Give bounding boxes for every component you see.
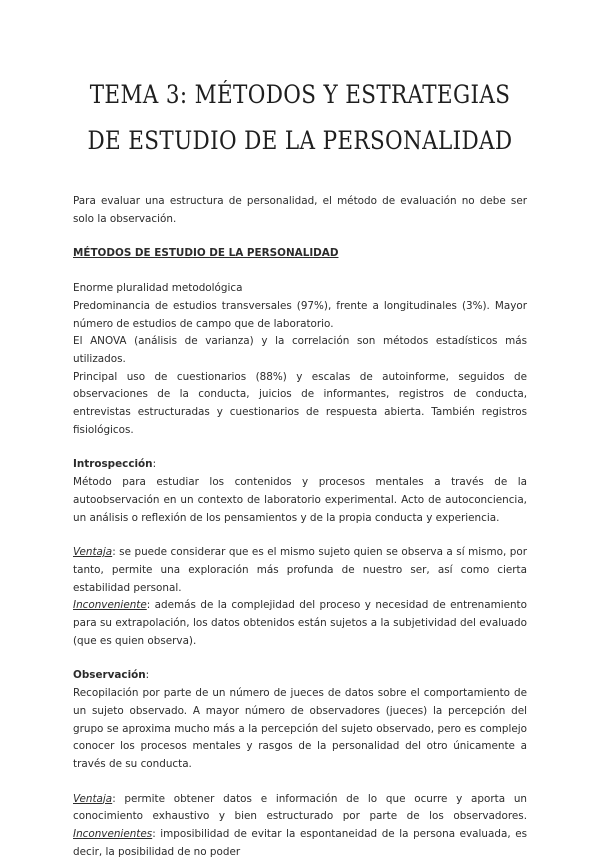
observation-pro-con (73, 791, 527, 862)
observation-section (73, 667, 527, 861)
introspection-con (73, 597, 527, 650)
methods-line-3: El ANOVA (análisis de varianza) y la correlación son métodos estadísticos más utilizados. (73, 335, 527, 365)
section-heading: MÉTODOS DE ESTUDIO DE LA PERSONALIDAD (73, 247, 339, 260)
observation-definition: Recopilación por parte de un número de jueces de datos sobre el comportamiento de un sujeto observado. A mayor número de observadores (jueces) la percepción del grupo se aproxima mucho más a la percepción del sujeto observado, pero es complejo conocer los procesos mentales y rasgos de la personalidad del otro únicamente a través de su conducta. (73, 687, 527, 770)
methods-line-1: Enorme pluralidad metodológica (73, 282, 243, 295)
introspection-pro-text: : se puede considerar que es el mismo sujeto quien se observa a sí mismo, por tanto, permite una exploración más profunda de nuestro ser, así como cierta estabilidad personal. (73, 546, 527, 594)
observation-label: Observación (73, 669, 146, 682)
introspection-con-label: Inconveniente (73, 599, 147, 612)
methods-block (73, 280, 527, 439)
introspection-definition: Método para estudiar los contenidos y procesos mentales a través de la autoobservación en un contexto de laboratorio experimental. Acto de autoconciencia, un análisis o reflexión de los pensamientos y de la propia conducta y experiencia. (73, 476, 527, 524)
methods-line-2: Predominancia de estudios transversales (97%), frente a longitudinales (3%). Mayor número de estudios de campo que de laboratorio. (73, 299, 527, 330)
observation-heading (73, 667, 527, 685)
introspection-pro-label: Ventaja (73, 546, 113, 559)
observation-colon: : (145, 669, 150, 682)
introspection-pro (73, 544, 527, 597)
observation-con-text: : imposibilidad de evitar la espontaneidad de la persona evaluada, es decir, la posibilidad de no poder (73, 828, 527, 858)
introspection-colon: : (152, 458, 157, 471)
observation-pro-label: Ventaja (73, 792, 113, 805)
introspection-section (73, 456, 527, 650)
introspection-con-text: : además de la complejidad del proceso y necesidad de entrenamiento para su extrapolación, los datos obtenidos están sujetos a la subjetividad del evaluado (que es quien observa). (73, 599, 527, 647)
page-title: TEMA 3: MÉTODOS Y ESTRATEGIAS DE ESTUDIO DE LA PERSONALIDAD (87, 80, 513, 155)
intro-paragraph: Para evaluar una estructura de personalidad, el método de evaluación no debe ser solo la observación. (73, 195, 527, 225)
introspection-label: Introspección (73, 458, 153, 471)
observation-con-label: Inconvenientes (73, 828, 153, 841)
introspection-heading (73, 456, 527, 474)
observation-pro-text: : permite obtener datos e información de lo que ocurre y aporta un conocimiento exhaustivo y bien estructurado por parte de los observadores. (73, 792, 527, 823)
methods-line-4: Principal uso de cuestionarios (88%) y escalas de autoinforme, seguidos de observaciones de la conducta, juicios de informantes, registros de conducta, entrevistas estructuradas y cuestionarios de respuesta abierta. También registros fisiológicos. (73, 370, 527, 436)
